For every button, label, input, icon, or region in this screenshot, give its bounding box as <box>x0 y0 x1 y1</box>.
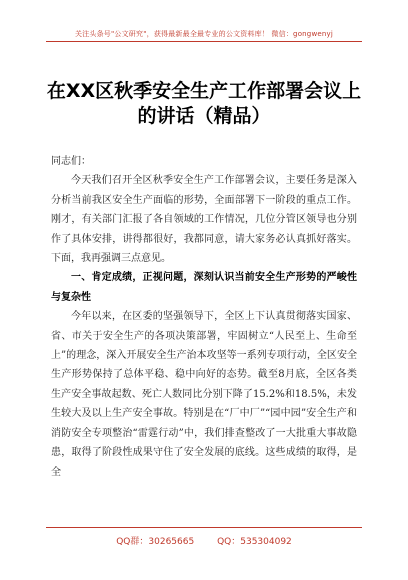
footer-qq-group: QQ群：30265665 <box>116 537 195 547</box>
footer-divider <box>46 527 362 528</box>
header-banner: 关注头条号"公文研究"，获得最新最全最专业的公文资料库！ 微信：gongwenyj <box>74 30 334 38</box>
salutation: 同志们： <box>51 156 91 167</box>
footer-qq: QQ：535304092 <box>217 537 292 547</box>
paragraph-1: 今天我们召开全区秋季安全生产工作部署会议，主要任务是深入分析当前我区安全生产面临的形势，全面部署下一阶段的重点工作。刚才，有关部门汇报了各自领域的工作情况，几位分管区领导也分别作了具体安排，讲得都很好，我都同意，请大家务必认真抓好落实。下面，我再强调三点意见。 <box>51 175 357 265</box>
paragraph-2: 今年以来，在区委的坚强领导下，全区上下认真贯彻落实国家、省、市关于安全生产的各项决策部署，牢固树立“人民至上、生命至上”的理念，深入开展安全生产治本攻坚等一系列专项行动，全区安全生产形势保持了总体平稳、稳中向好的态势。截至8月底，全区各类生产安全事故起数、死亡人数同比分别下降了15.2%和18.5%，未发生较大及以上生产安全事故。特别是在“厂中厂”“园中园”安全生产和消防安全专项整治“雷霆行动”中，我们排查整改了一大批重大事故隐患，取得了阶段性成果守住了安全发展的底线。这些成绩的取得，是全 <box>51 311 357 478</box>
header-divider <box>46 41 362 42</box>
section-heading-1: 一、肯定成绩，正视问题，深刻认识当前安全生产形势的严峻性与复杂性 <box>51 272 357 303</box>
footer <box>0 534 408 547</box>
document-body <box>51 152 357 482</box>
document-title: 在XX区秋季安全生产工作部署会议上的讲话（精品） <box>46 80 362 127</box>
